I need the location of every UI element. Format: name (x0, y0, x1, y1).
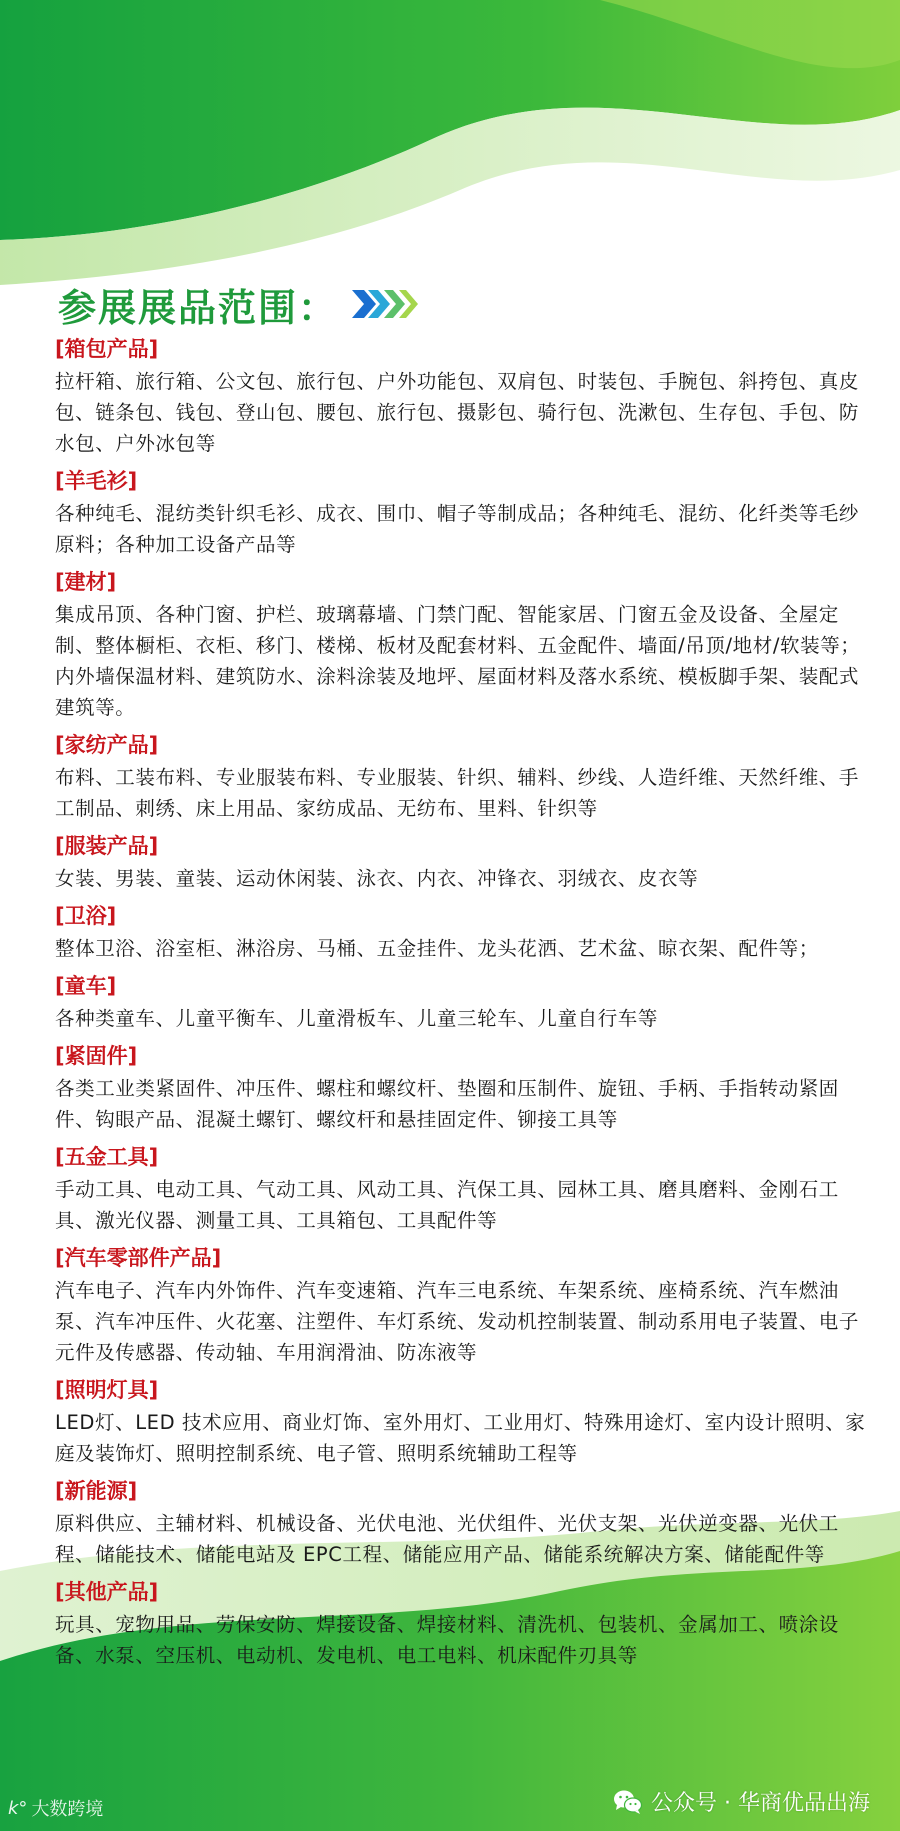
category-items: 各种类童车、儿童平衡车、儿童滑板车、儿童三轮车、儿童自行车等 (55, 1007, 659, 1030)
category-items: 各类工业类紧固件、冲压件、螺柱和螺纹杆、垫圈和压制件、旋钮、手柄、手指转动紧固件、钩眼产品、混凝土螺钉、螺纹杆和悬挂固定件、铆接工具等 (55, 1077, 839, 1131)
category-heading: [新能源] (55, 1479, 138, 1503)
category-section (55, 731, 870, 824)
wechat-account-text: 公众号 · 华商优品出海 (651, 1791, 870, 1816)
category-heading: [汽车零部件产品] (55, 1246, 222, 1270)
category-items: 布料、工装布料、专业服装布料、专业服装、针织、辅料、纱线、人造纤维、天然纤维、手工制品、刺绣、床上用品、家纺成品、无纺布、里料、针织等 (55, 766, 860, 820)
logo-icon: k° (8, 1797, 28, 1819)
source-logo (8, 1795, 103, 1821)
logo-text: 大数跨境 (31, 1799, 104, 1820)
category-items: 拉杆箱、旅行箱、公文包、旅行包、户外功能包、双肩包、时装包、手腕包、斜挎包、真皮包、链条包、钱包、登山包、腰包、旅行包、摄影包、骑行包、洗漱包、生存包、手包、防水包、户外冰包等 (55, 370, 860, 455)
category-heading: [照明灯具] (55, 1378, 159, 1402)
category-section (55, 1578, 870, 1671)
category-section (55, 1143, 870, 1236)
category-heading: [家纺产品] (55, 733, 159, 757)
category-items: 集成吊顶、各种门窗、护栏、玻璃幕墙、门禁门配、智能家居、门窗五金及设备、全屋定制、整体橱柜、衣柜、移门、楼梯、板材及配套材料、五金配件、墙面/吊顶/地材/软装等；内外墙保温材料、建筑防水、涂料涂装及地坪、屋面材料及落水系统、模板脚手架、装配式建筑等。 (55, 603, 861, 719)
category-items: 整体卫浴、浴室柜、淋浴房、马桶、五金挂件、龙头花洒、艺术盆、晾衣架、配件等； (55, 937, 819, 960)
category-items: 玩具、宠物用品、劳保安防、焊接设备、焊接材料、清洗机、包装机、金属加工、喷涂设备、水泵、空压机、电动机、发电机、电工电料、机床配件刃具等 (55, 1613, 839, 1667)
category-section (55, 972, 870, 1034)
category-items: 各种纯毛、混纺类针织毛衫、成衣、围巾、帽子等制成品；各种纯毛、混纺、化纤类等毛纱原料；各种加工设备产品等 (55, 502, 860, 556)
footer (0, 1771, 900, 1831)
category-section (55, 832, 870, 894)
category-section (55, 1477, 870, 1570)
chevron-arrows-icon (348, 284, 418, 324)
category-items: 原料供应、主辅材料、机械设备、光伏电池、光伏组件、光伏支架、光伏逆变器、光伏工程、储能技术、储能电站及 EPC工程、储能应用产品、储能系统解决方案、储能配件等 (55, 1512, 839, 1566)
category-section (55, 1244, 870, 1368)
wechat-icon (613, 1789, 643, 1815)
category-heading: [箱包产品] (55, 337, 159, 361)
category-heading: [童车] (55, 974, 117, 998)
category-section (55, 1376, 870, 1469)
category-heading: [五金工具] (55, 1145, 159, 1169)
category-items: 女装、男装、童装、运动休闲装、泳衣、内衣、冲锋衣、羽绒衣、皮衣等 (55, 867, 699, 890)
page-title (58, 276, 418, 332)
category-section (55, 335, 870, 459)
exhibit-categories (55, 335, 870, 1679)
category-section (55, 568, 870, 723)
category-items: LED灯、LED 技术应用、商业灯饰、室外用灯、工业用灯、特殊用途灯、室内设计照明、家庭及装饰灯、照明控制系统、电子管、照明系统辅助工程等 (55, 1411, 866, 1465)
category-items: 手动工具、电动工具、气动工具、风动工具、汽保工具、园林工具、磨具磨料、金刚石工具、激光仪器、测量工具、工具箱包、工具配件等 (55, 1178, 839, 1232)
category-heading: [服装产品] (55, 834, 159, 858)
title-text: 参展展品范围： (58, 285, 339, 330)
category-section (55, 467, 870, 560)
wechat-account (613, 1786, 870, 1817)
category-heading: [其他产品] (55, 1580, 159, 1604)
category-items: 汽车电子、汽车内外饰件、汽车变速箱、汽车三电系统、车架系统、座椅系统、汽车燃油泵、汽车冲压件、火花塞、注塑件、车灯系统、发动机控制装置、制动系用电子装置、电子元件及传感器、传动轴、车用润滑油、防冻液等 (55, 1279, 860, 1364)
category-heading: [卫浴] (55, 904, 117, 928)
category-section (55, 1042, 870, 1135)
category-heading: [紧固件] (55, 1044, 138, 1068)
category-heading: [羊毛衫] (55, 469, 138, 493)
category-heading: [建材] (55, 570, 117, 594)
category-section (55, 902, 870, 964)
